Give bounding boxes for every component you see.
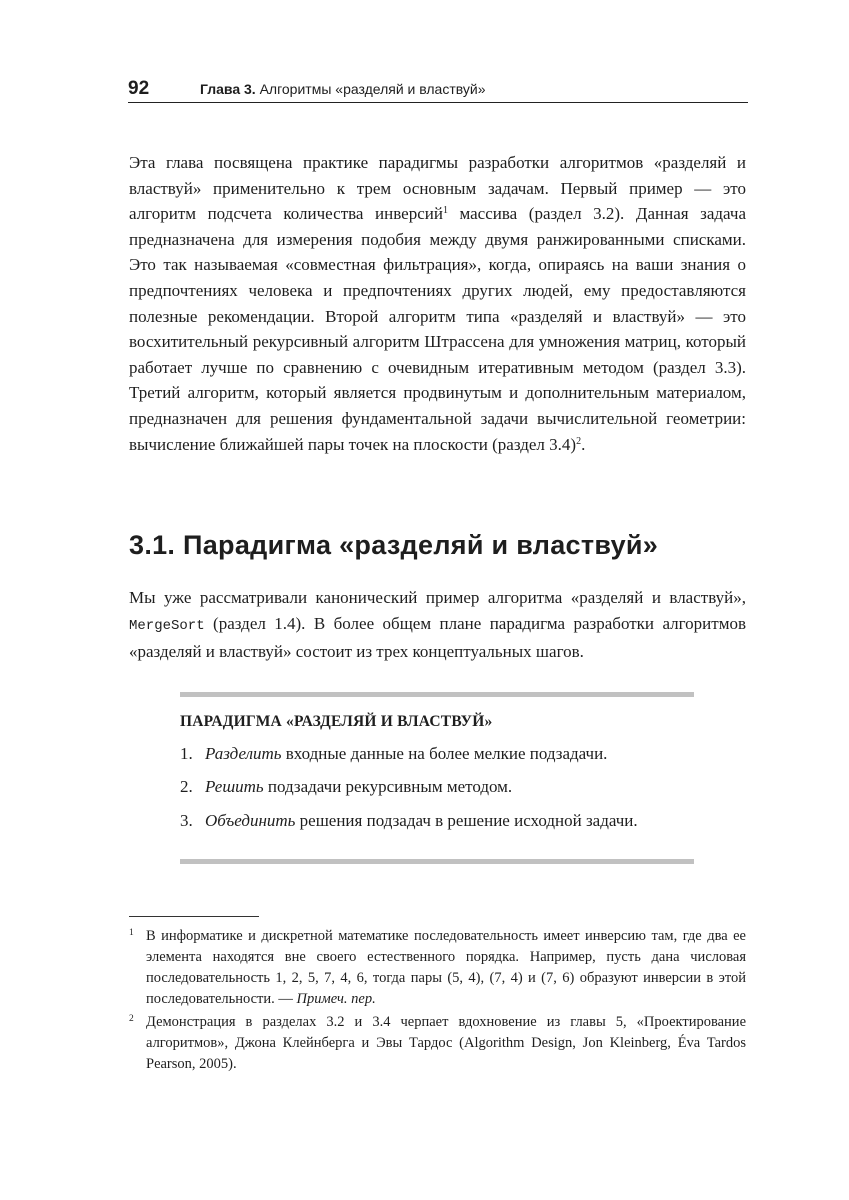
footnote [129,1012,746,1075]
paradigm-step [180,810,694,832]
code-mergesort: MergeSort [129,617,205,634]
section-text-b: (раздел 1.4). В более общем плане парадигма разработки алгоритмов «разделяй и властвуй» состоит из трех концептуальных шагов. [129,613,746,662]
step-verb: Разделить [205,744,282,763]
section-heading: 3.1. Парадигма «разделяй и властвуй» [129,530,659,560]
footnote-body [146,926,746,1010]
paradigm-box [180,692,694,864]
chapter-label [200,81,485,97]
step-verb: Решить [205,777,264,796]
footnote [129,926,746,1010]
paradigm-box-title: ПАРАДИГМА «РАЗДЕЛЯЙ И ВЛАСТВУЙ» [180,713,493,730]
step-text: входные данные на более мелкие подзадачи. [281,744,608,763]
intro-text-a: Эта глава посвящена практике парадигмы разработки алгоритмов «разделяй и властвуй» применительно к трем основным задачам. Первый пример — это алгоритм подсчета количества инверсий [129,153,746,224]
step-text: решения подзадач в решение исходной задачи. [295,811,638,830]
step-number: 2. [180,777,193,796]
footnote-ref-1[interactable]: 1 [442,205,448,217]
paradigm-step [180,743,694,765]
step-number: 1. [180,744,193,763]
translator-note: Примеч. пер. [296,991,376,1007]
step-text: подзадачи рекурсивным методом. [263,777,513,796]
running-header [128,78,748,103]
intro-text-c: . [581,434,586,454]
paradigm-step [180,776,694,798]
footnote-mark: 2 [129,1014,134,1024]
intro-text-b: массива (раздел 3.2). Данная задача предназначена для измерения подобия между двумя ранжированными списками. Это так называемая «совместная фильтрация», когда, опираясь на ваши знания о предпочтениях человека и предпочтениях других людей, ему предоставляются полезные рекомендации. Второй алгоритм типа «разделяй и властвуй» — это восхитительный рекурсивный алгоритм Штрассена для умножения матриц, который работает лучше по сравнению с очевидным итеративным методом (раздел 3.3). Третий алгоритм, который является продвинутым и дополнительным материалом, предназначен для решения фундаментальной задачи вычислительной геометрии: вычисление ближайшей пары точек на плоскости (раздел 3.4) [129,204,746,454]
chapter-number: Глава 3. [200,81,256,97]
chapter-title: Алгоритмы «разделяй и властвуй» [259,81,486,97]
section-paragraph [129,585,746,665]
footnote-mark: 1 [129,928,134,938]
footnote-ref-2[interactable]: 2 [576,435,582,447]
intro-paragraph [129,150,746,457]
page-number: 92 [128,78,150,99]
footnote-text: В информатике и дискретной математике последовательность имеет инверсию там, где два ее элемента находятся вне своего естественного порядка. Например, пусть дана числовая последовательность 1, 2, 5, 7, 4, 6, тогда пары (5, 4), (7, 4) и (7, 6) образуют инверсии в этой последовательности. — [146,928,746,1007]
footnote-divider [129,916,259,917]
footnote-text: Демонстрация в разделах 3.2 и 3.4 черпает вдохновение из главы 5, «Проектирование алгоритмов», Джона Клейнберга и Эвы Тардос (Algorithm Design, Jon Kleinberg, Éva Tardos Pearson, 2005). [146,1014,746,1072]
footnote-body [146,1012,746,1075]
section-text-a: Мы уже рассматривали канонический пример алгоритма «разделяй и властвуй», [129,588,746,607]
step-verb: Объединить [205,811,296,830]
step-number: 3. [180,811,193,830]
